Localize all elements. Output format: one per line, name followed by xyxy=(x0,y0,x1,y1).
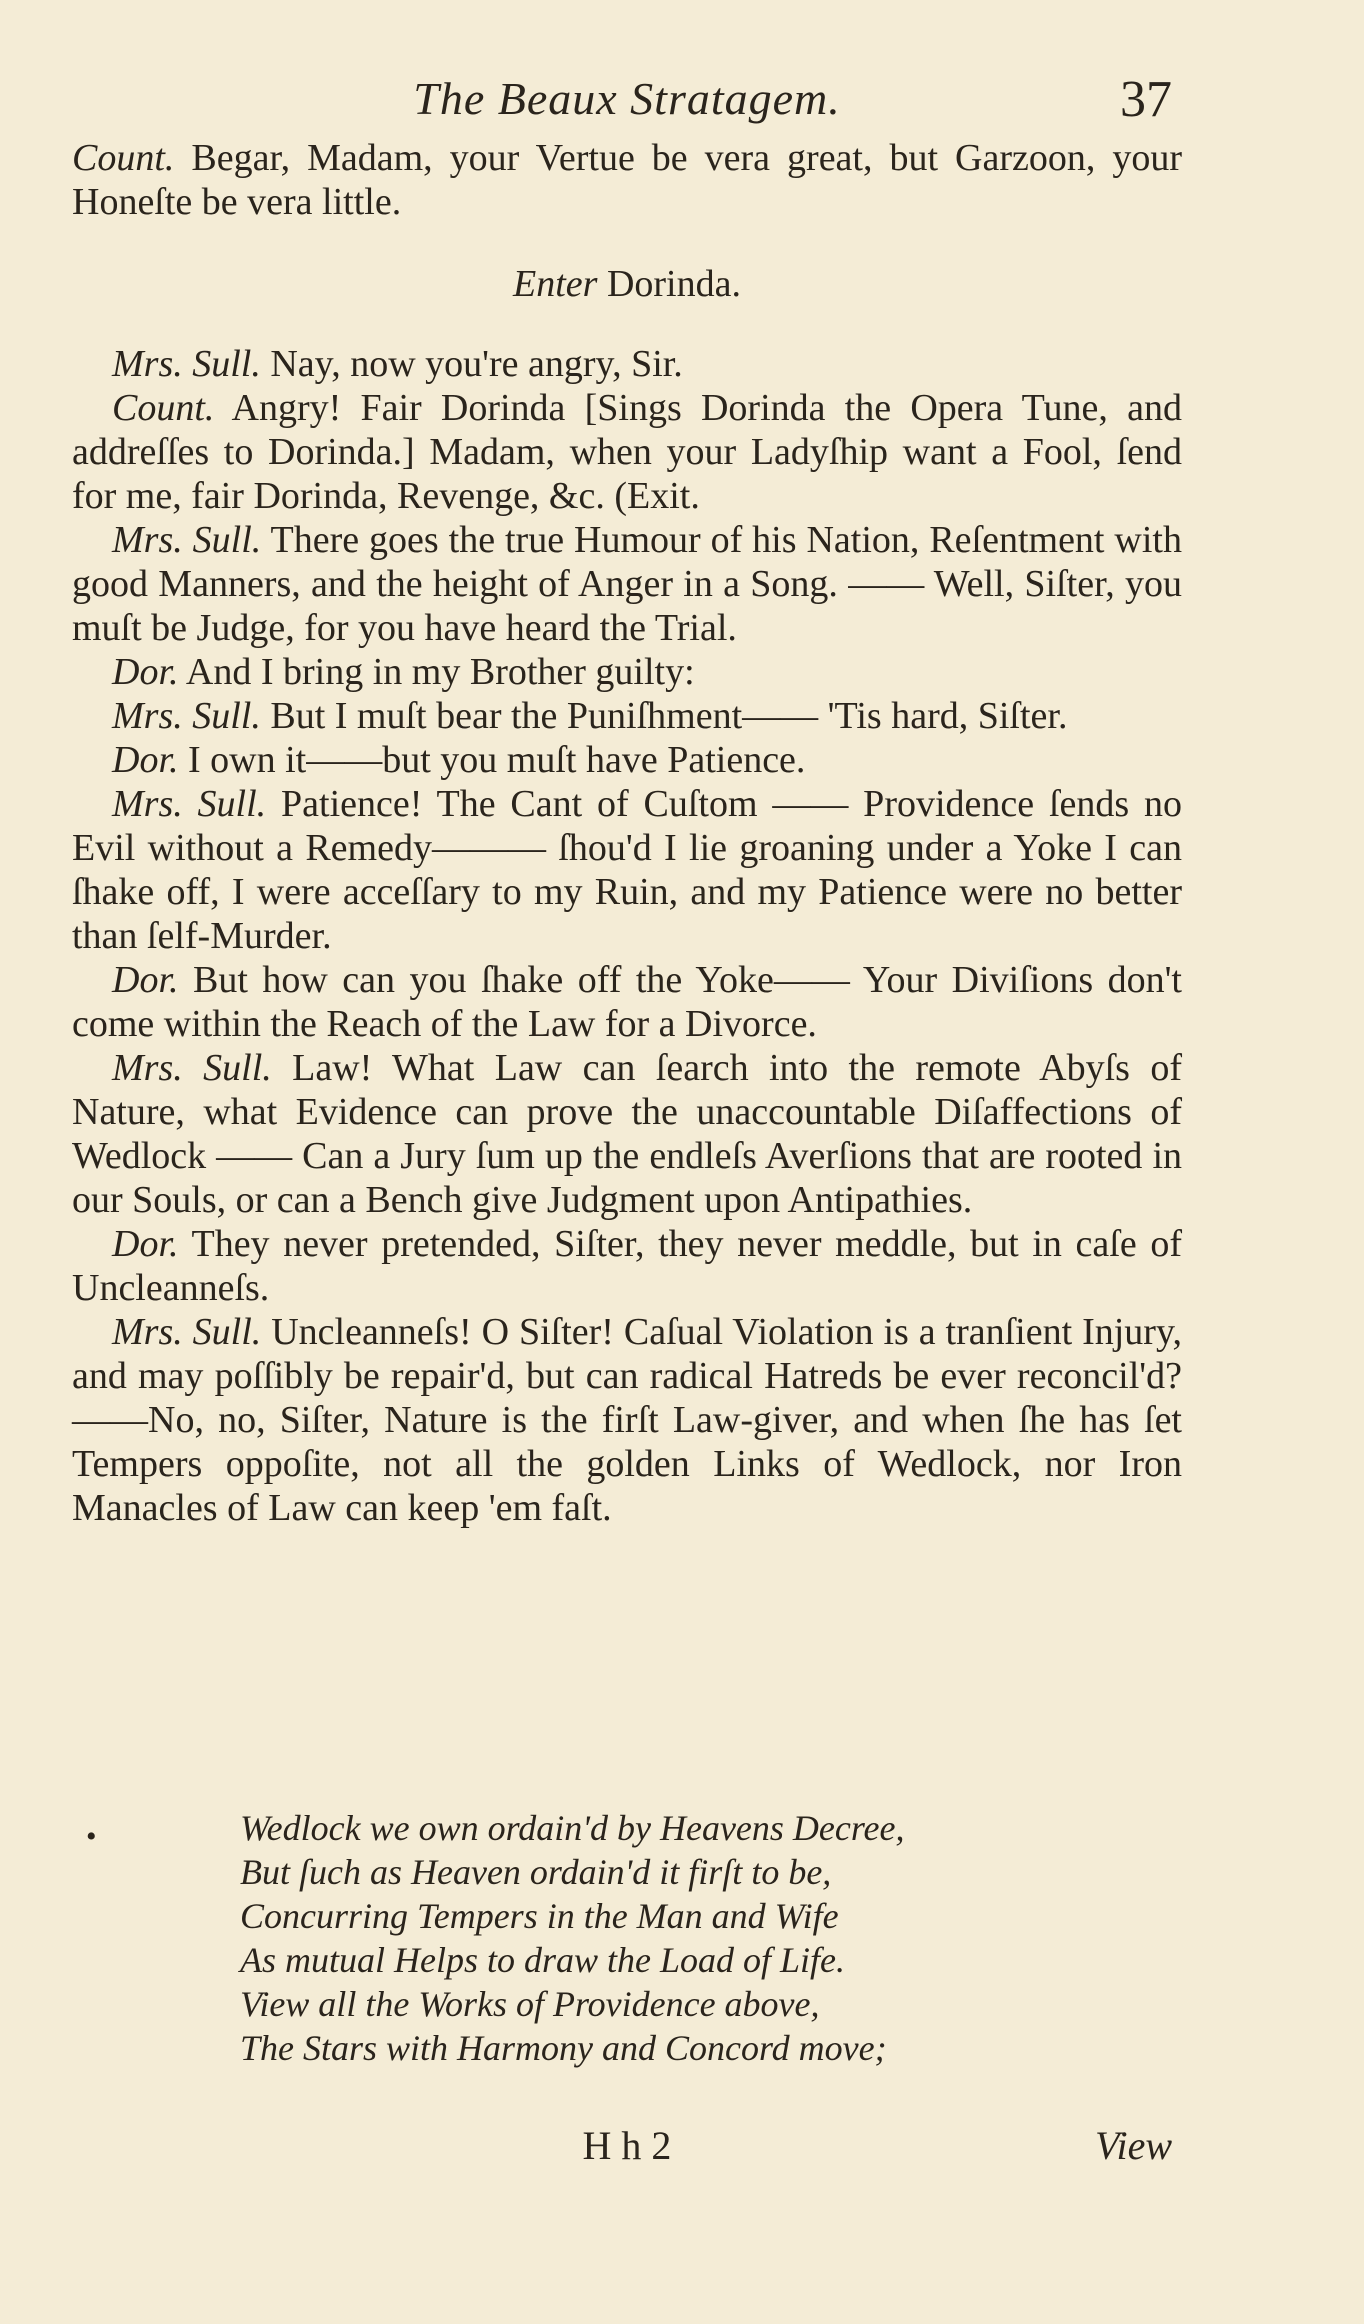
speaker-label: Dor. xyxy=(112,651,179,693)
speech-text: But how can you ſhake off the Yoke—— Your Diviſions don't come within the Reach of the Law for a Divorce. xyxy=(72,959,1182,1045)
speech-paragraph xyxy=(72,1222,1182,1310)
speech-text: But I muſt bear the Puniſhment—— 'Tis hard, Siſter. xyxy=(260,695,1068,737)
verse-line: The Stars with Harmony and Concord move; xyxy=(240,2028,887,2068)
speaker-label: Dor. xyxy=(112,959,179,1001)
speech-paragraph xyxy=(72,738,1182,782)
speech-text: Nay, now you're angry, Sir. xyxy=(260,343,683,385)
speaker-label: Count. xyxy=(72,137,175,179)
speaker-label: Mrs. Sull. xyxy=(112,783,267,825)
speech-paragraph xyxy=(72,958,1182,1046)
speech-text: Angry! Fair Dorinda [Sings Dorinda the Opera Tune, and addreſſes to Dorinda.] Madam, when your Ladyſhip want a Fool, ſend for me, fair Dorinda, Revenge, &c. (Exit. xyxy=(72,387,1182,517)
speaker-label: Mrs. Sull. xyxy=(112,1311,262,1353)
speaker-label: Count. xyxy=(112,387,215,429)
speech-text: Patience! The Cant of Cuſtom —— Providence ſends no Evil without a Remedy——— ſhou'd I lie groaning under a Yoke I can ſhake off, I were acceſſary to my Ruin, and my Patience were no better than ſelf-Murder. xyxy=(72,783,1182,957)
speech-text: Begar, Madam, your Vertue be vera great, but Garzoon, your Honeſte be vera little. xyxy=(72,137,1182,223)
speaker-label: Mrs. Sull. xyxy=(112,1047,272,1089)
page-header xyxy=(72,72,1182,142)
verse-block xyxy=(240,1806,1140,2070)
speaker-label: Dor. xyxy=(112,739,179,781)
speech-paragraph xyxy=(72,386,1182,518)
running-title: The Beaux Stratagem. xyxy=(413,73,841,124)
stage-direction xyxy=(72,262,1182,306)
speech-text: They never pretended, Siſter, they never meddle, but in caſe of Uncleanneſs. xyxy=(72,1223,1182,1309)
margin-mark-icon: • xyxy=(86,1820,97,1853)
verse-line: As mutual Helps to draw the Load of Life. xyxy=(240,1940,846,1980)
verse-line: But ſuch as Heaven ordain'd it firſt to be, xyxy=(240,1852,832,1892)
verse-line: Concurring Tempers in the Man and Wife xyxy=(240,1896,839,1936)
catchword: View xyxy=(1094,2123,1172,2168)
speech-text: I own it——but you muſt have Patience. xyxy=(178,739,806,781)
speech-paragraph xyxy=(72,1046,1182,1222)
stage-direction-text: Dorinda. xyxy=(597,263,741,305)
speech-paragraph xyxy=(72,650,1182,694)
speech-text: Uncleanneſs! O Siſter! Caſual Violation is a tranſient Injury, and may poſſibly be repair'd, but can radical Hatreds be ever reconcil'd?——No, no, Siſter, Nature is the firſt Law-giver, and when ſhe has ſet Tempers oppoſite, not all the golden Links of Wedlock, nor Iron Manacles of Law can keep 'em faſt. xyxy=(72,1311,1182,1529)
play-text xyxy=(72,136,1182,1530)
stage-direction-keyword: Enter xyxy=(513,263,598,305)
speech-text: Law! What Law can ſearch into the remote Abyſs of Nature, what Evidence can prove the unaccountable Diſaffections of Wedlock —— Can a Jury ſum up the endleſs Averſions that are rooted in our Souls, or can a Bench give Judgment upon Antipathies. xyxy=(72,1047,1182,1221)
verse-line: Wedlock we own ordain'd by Heavens Decree, xyxy=(240,1808,905,1848)
page-footer xyxy=(72,2122,1182,2182)
speech-text: There goes the true Humour of his Nation, Reſentment with good Manners, and the height of Anger in a Song. —— Well, Siſter, you muſt be Judge, for you have heard the Trial. xyxy=(72,519,1182,649)
speech-paragraph xyxy=(72,518,1182,650)
speech-paragraph xyxy=(72,1310,1182,1530)
speech-paragraph xyxy=(72,782,1182,958)
speech-paragraph xyxy=(72,136,1182,224)
speech-paragraph xyxy=(72,694,1182,738)
verse-line: View all the Works of Providence above, xyxy=(240,1984,820,2024)
signature-mark: H h 2 xyxy=(582,2123,672,2168)
speaker-label: Mrs. Sull. xyxy=(112,343,261,385)
speech-paragraph xyxy=(72,342,1182,386)
speaker-label: Mrs. Sull. xyxy=(112,695,261,737)
speaker-label: Mrs. Sull. xyxy=(112,519,262,561)
speech-text: And I bring in my Brother guilty: xyxy=(178,651,695,693)
speaker-label: Dor. xyxy=(112,1223,179,1265)
page-number: 37 xyxy=(1120,71,1172,128)
